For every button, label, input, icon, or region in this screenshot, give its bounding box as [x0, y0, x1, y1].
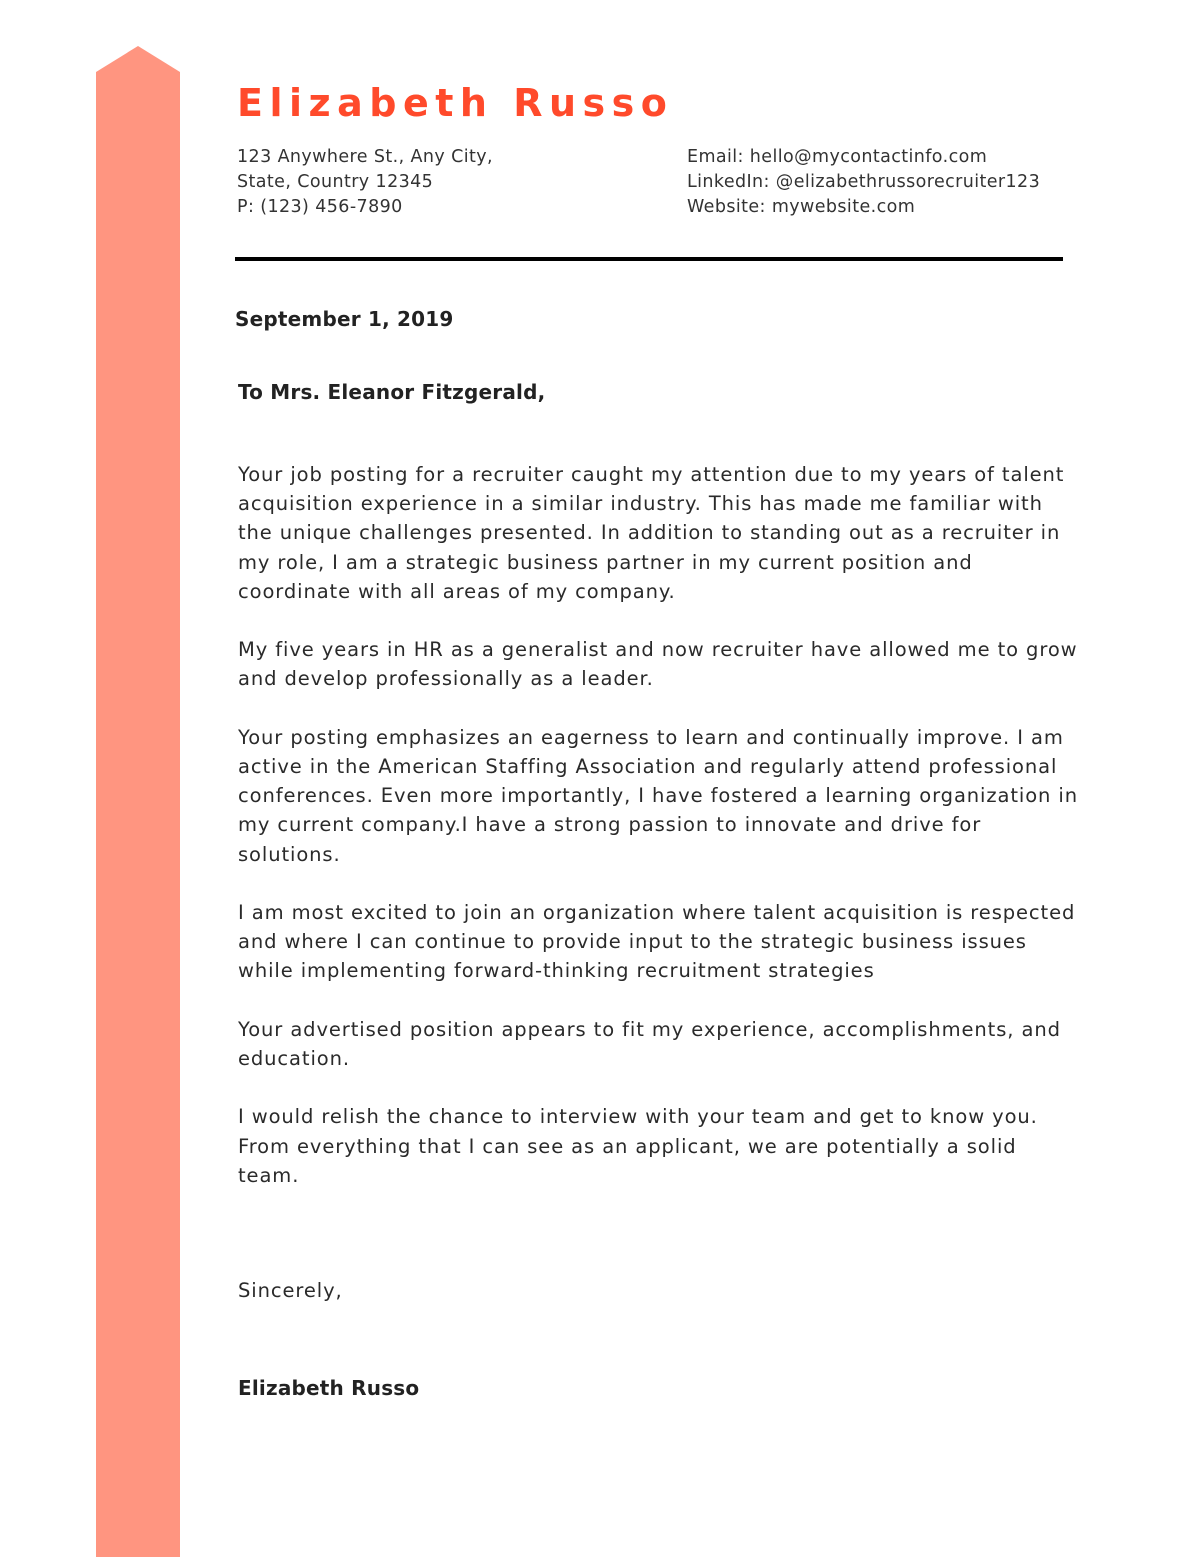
address-line-2: State, Country 12345 — [237, 172, 434, 192]
header-divider — [235, 257, 1063, 261]
applicant-name-heading: Elizabeth Russo — [237, 81, 674, 125]
linkedin-handle: LinkedIn: @elizabethrussorecruiter123 — [687, 172, 1041, 192]
letter-salutation: To Mrs. Eleanor Fitzgerald, — [238, 380, 546, 404]
contact-address-block — [237, 145, 493, 220]
contact-online-block — [687, 145, 1040, 220]
body-paragraph-1: Your job posting for a recruiter caught my attention due to my years of talent acquisition experience in a similar industry. This has made me familiar with the unique challenges presented. In addition to standing out as a recruiter in my role, I am a strategic business partner in my current position and coordinate with all areas of my company. — [238, 463, 1065, 603]
body-paragraph-5: Your advertised position appears to fit my experience, accomplishments, and education. — [238, 1017, 1061, 1070]
email-address: Email: hello@mycontactinfo.com — [687, 147, 988, 167]
sidebar-arrow-shape — [96, 46, 180, 1557]
address-line-1: 123 Anywhere St., Any City, — [237, 147, 493, 167]
letter-body — [238, 460, 1078, 1219]
letter-signature: Elizabeth Russo — [238, 1376, 420, 1400]
body-paragraph-3: Your posting emphasizes an eagerness to learn and continually improve. I am active in the American Staffing Association and regularly attend professional conferences. Even more importantly, I have fostered a learning organization in my current company.I have a strong passion to innovate and drive for solutions. — [238, 725, 1078, 866]
phone-number: P: (123) 456-7890 — [237, 197, 403, 217]
website-url: Website: mywebsite.com — [687, 197, 916, 217]
body-paragraph-2: My five years in HR as a generalist and now recruiter have allowed me to grow and develop professionally as a leader. — [238, 638, 1078, 691]
body-paragraph-4: I am most excited to join an organization where talent acquisition is respected and where I can continue to provide input to the strategic business issues while implementing forward-thinking recruitment strategies — [238, 901, 1076, 983]
letter-closing: Sincerely, — [238, 1279, 343, 1302]
body-paragraph-6: I would relish the chance to interview with your team and get to know you. From everything that I can see as an applicant, we are potentially a solid team. — [238, 1105, 1038, 1187]
letter-date: September 1, 2019 — [235, 307, 454, 331]
